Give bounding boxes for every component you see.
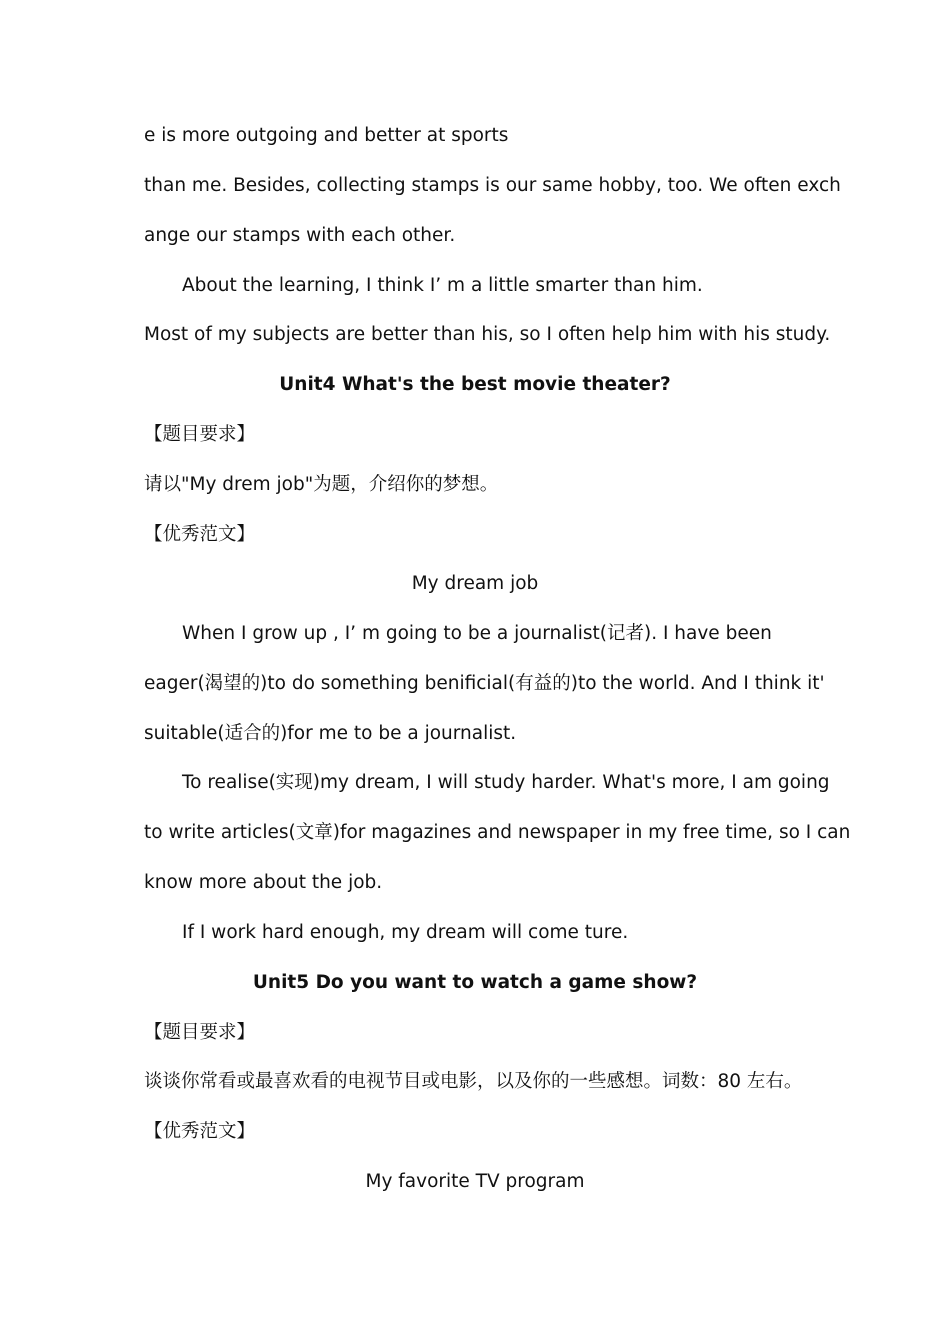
requirement-text: 请以"My drem job"为题，介绍你的梦想。 — [144, 474, 499, 495]
unit4-heading: Unit4 What's the best movie theater? — [279, 374, 671, 395]
body-text-line: know more about the job. — [144, 872, 383, 893]
sample-essay-label: 【优秀范文】 — [144, 524, 256, 545]
body-text-line: To realise(实现)my dream, I will study harder. What's more, I am going — [182, 772, 830, 793]
unit5-heading: Unit5 Do you want to watch a game show? — [252, 972, 698, 993]
body-text-line: to write articles(文章)for magazines and newspaper in my free time, so I can — [144, 822, 851, 843]
body-text-line: eager(渴望的)to do something benificial(有益的)to the world. And I think it' — [144, 673, 825, 694]
body-text-line: than me. Besides, collecting stamps is our same hobby, too. We often exch — [144, 175, 841, 196]
body-text-line: When I grow up , I’ m going to be a journalist(记者). I have been — [182, 623, 772, 644]
body-text-line: Most of my subjects are better than his, so I often help him with his study. — [144, 324, 831, 345]
body-text-line: If I work hard enough, my dream will come ture. — [182, 922, 629, 943]
body-text-line: e is more outgoing and better at sports — [144, 125, 509, 146]
essay-title: My dream job — [411, 573, 539, 594]
sample-essay-label: 【优秀范文】 — [144, 1121, 256, 1142]
body-text-line: About the learning, I think I’ m a little smarter than him. — [182, 275, 703, 296]
requirement-label: 【题目要求】 — [144, 424, 256, 445]
requirement-label: 【题目要求】 — [144, 1022, 256, 1043]
body-text-line: ange our stamps with each other. — [144, 225, 456, 246]
body-text-line: suitable(适合的)for me to be a journalist. — [144, 723, 517, 744]
requirement-text: 谈谈你常看或最喜欢看的电视节目或电影，以及你的一些感想。词数：80 左右。 — [144, 1071, 803, 1092]
essay-title: My favorite TV program — [365, 1171, 585, 1192]
